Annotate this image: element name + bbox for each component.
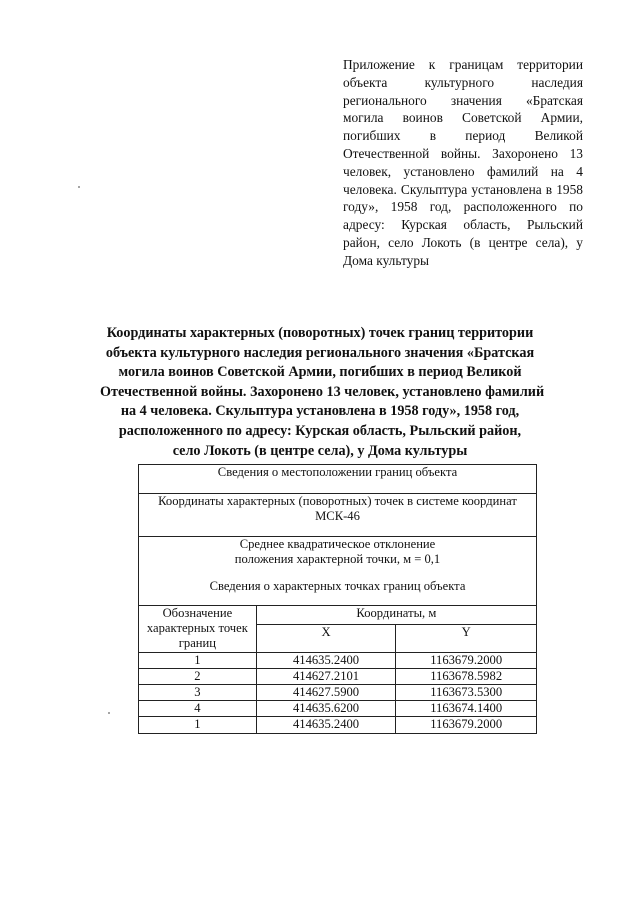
y-header: Y bbox=[396, 624, 537, 652]
appendix-line: Отечественной войны. Захоронено bbox=[343, 145, 559, 161]
point-number: 1 bbox=[139, 652, 257, 668]
y-value: 1163673.5300 bbox=[396, 685, 537, 701]
x-value: 414635.2400 bbox=[256, 652, 396, 668]
appendix-line: могила воинов Советской Армии, bbox=[343, 110, 583, 126]
heading-line: Координаты характерных (поворотных) точек границ территории bbox=[106, 325, 534, 341]
x-value: 414627.2101 bbox=[256, 668, 396, 684]
deviation-value: положения характерной точки, м = 0,1 bbox=[234, 552, 441, 567]
appendix-line: регионального значения «Братская bbox=[343, 92, 583, 108]
coordinate-system-code: МСК-46 bbox=[315, 509, 360, 524]
table-row bbox=[139, 717, 537, 733]
coordinate-system-cell bbox=[139, 494, 537, 537]
deviation-cell bbox=[139, 537, 537, 606]
coordinate-system-line: Координаты характерных (поворотных) точек в системе координат bbox=[158, 494, 517, 508]
point-number: 4 bbox=[139, 701, 257, 717]
appendix-line: у Дома культуры bbox=[343, 234, 583, 268]
heading-line: могила воинов Советской Армии, погибших в период Великой bbox=[118, 364, 522, 381]
x-value: 414627.5900 bbox=[256, 685, 396, 701]
table-row bbox=[139, 494, 537, 537]
coordinates-header: Координаты, м bbox=[256, 606, 536, 625]
appendix-line: 13 человек, установлено фамилий на bbox=[343, 145, 583, 179]
heading-line: расположенного по адресу: Курская область, Рыльский район, bbox=[118, 422, 522, 439]
appendix-line: погибших в период Великой bbox=[343, 128, 583, 144]
appendix-line: в 1958 году», 1958 год, bbox=[343, 181, 583, 215]
heading-line: объекта культурного наследия регионального значения «Братская bbox=[105, 344, 535, 361]
table-row bbox=[139, 668, 537, 684]
appendix-line: область, Рыльский район, bbox=[343, 217, 583, 250]
appendix-note bbox=[343, 56, 583, 270]
table-row bbox=[139, 685, 537, 701]
scan-speck bbox=[108, 712, 110, 714]
designation-header: Обозначение характерных точек границ bbox=[139, 606, 257, 653]
x-value: 414635.6200 bbox=[256, 701, 396, 717]
table-header-row bbox=[139, 606, 537, 625]
coordinates-table bbox=[138, 464, 537, 734]
x-header: X bbox=[256, 624, 396, 652]
y-value: 1163678.5982 bbox=[396, 668, 537, 684]
appendix-line: Приложение к границам территории bbox=[343, 57, 583, 72]
scan-speck bbox=[78, 186, 80, 188]
location-title-cell: Сведения о местоположении границ объекта bbox=[139, 465, 537, 494]
table-row bbox=[139, 652, 537, 668]
heading-line: на 4 человека. Скульптура установлена в 1958 году», 1958 год, bbox=[120, 403, 520, 420]
appendix-line: объекта культурного наследия bbox=[343, 74, 583, 90]
deviation-line: Среднее квадратическое отклонение bbox=[239, 537, 436, 551]
table-row bbox=[139, 465, 537, 494]
point-number: 1 bbox=[139, 717, 257, 733]
appendix-line: 4 человека. Скульптура установлена bbox=[343, 163, 583, 197]
heading-line: село Локоть (в центре села), у Дома культуры bbox=[172, 442, 468, 459]
appendix-line: расположенного по адресу: Курская bbox=[343, 199, 583, 233]
appendix-line: село Локоть (в центре села), bbox=[388, 234, 569, 250]
x-value: 414635.2400 bbox=[256, 717, 396, 733]
document-heading bbox=[100, 324, 545, 461]
point-number: 2 bbox=[139, 668, 257, 684]
y-value: 1163679.2000 bbox=[396, 717, 537, 733]
table-row bbox=[139, 701, 537, 717]
points-title: Сведения о характерных точках границ объекта bbox=[209, 579, 466, 594]
y-value: 1163679.2000 bbox=[396, 652, 537, 668]
table-row bbox=[139, 537, 537, 606]
heading-line: Отечественной войны. Захоронено 13 человек, установлено фамилий bbox=[100, 383, 545, 400]
y-value: 1163674.1400 bbox=[396, 701, 537, 717]
point-number: 3 bbox=[139, 685, 257, 701]
